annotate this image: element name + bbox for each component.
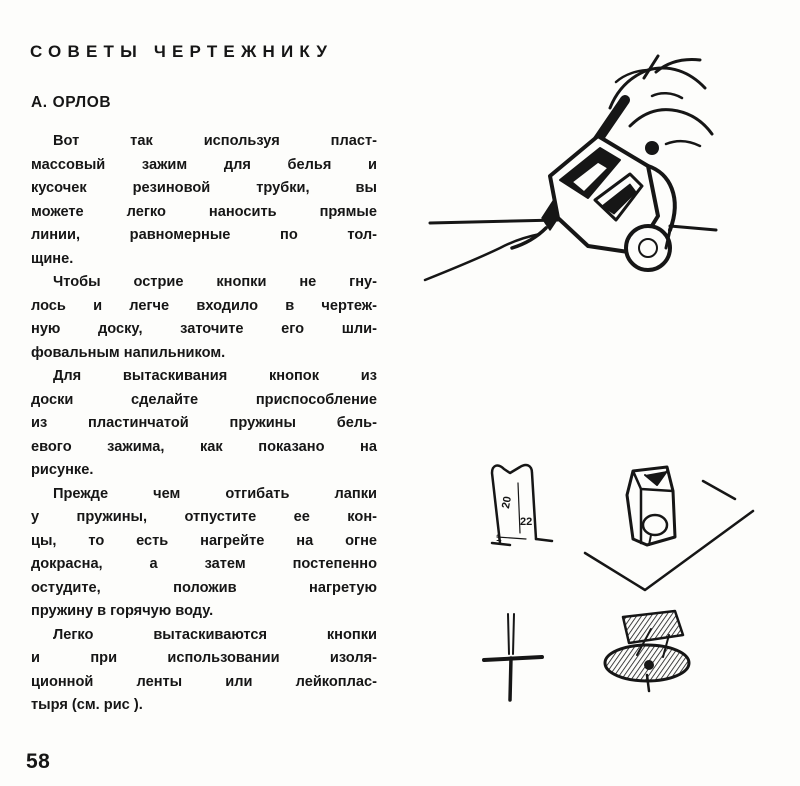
spring-thickness-label: 1: [496, 533, 502, 544]
text-line: лось и легче входило в чертеж-: [31, 297, 377, 314]
article-author: А. ОРЛОВ: [31, 94, 112, 111]
spring-width-label: 22: [520, 516, 533, 528]
text-line: пружину в горячую воду.: [31, 603, 214, 619]
text-line: Для вытаскивания кнопок из: [53, 368, 377, 384]
text-line: можете легко наносить прямые: [31, 203, 377, 220]
text-line: Прежде чем отгибать лапки: [53, 485, 377, 502]
text-line: из пластинчатой пружины бель-: [31, 415, 377, 431]
text-line: докрасна, а затем постепенно: [31, 556, 377, 572]
text-line: остудите, положив нагретую: [31, 579, 377, 596]
article-heading: СОВЕТЫ ЧЕРТЕЖНИКУ: [30, 42, 334, 61]
text-line: ную доску, заточите его шли-: [31, 321, 377, 337]
text-line: Чтобы острие кнопки не гну-: [53, 274, 377, 290]
text-line: рисунке.: [31, 462, 94, 478]
text-line: Легко вытаскиваются кнопки: [53, 626, 377, 643]
text-line: и при использовании изоля-: [31, 650, 377, 666]
article-text: [31, 130, 377, 718]
text-line: цы, то есть нагрейте на огне: [31, 532, 377, 549]
paragraph: [31, 624, 377, 718]
push-pin-diagram: [480, 610, 550, 705]
text-line: фовальным напильником.: [31, 344, 226, 361]
pin-puller-illustration: [575, 455, 765, 595]
text-line: ционной ленты или лейкоплас-: [31, 673, 377, 690]
pen-clamp-illustration: [420, 48, 720, 288]
tape-pin-illustration: [595, 605, 705, 695]
spring-height-label: 20: [500, 495, 515, 510]
paragraph: [31, 483, 377, 624]
text-line: у пружины, отпустите ее кон-: [31, 509, 377, 525]
bent-spring-diagram: [470, 455, 560, 555]
paragraph: [31, 130, 377, 271]
text-line: евого зажима, как показано на: [31, 438, 377, 455]
text-line: линии, равномерные по тол-: [31, 227, 377, 243]
text-line: тыря (см. рис ).: [31, 697, 143, 713]
text-line: массовый зажим для белья и: [31, 156, 377, 173]
text-line: щине.: [31, 250, 74, 267]
text-line: доски сделайте приспособление: [31, 391, 377, 408]
text-line: Вот так используя пласт-: [53, 133, 377, 149]
page-number: 58: [26, 750, 51, 773]
paragraph: [31, 271, 377, 365]
paragraph: [31, 365, 377, 483]
text-line: кусочек резиновой трубки, вы: [31, 180, 377, 196]
